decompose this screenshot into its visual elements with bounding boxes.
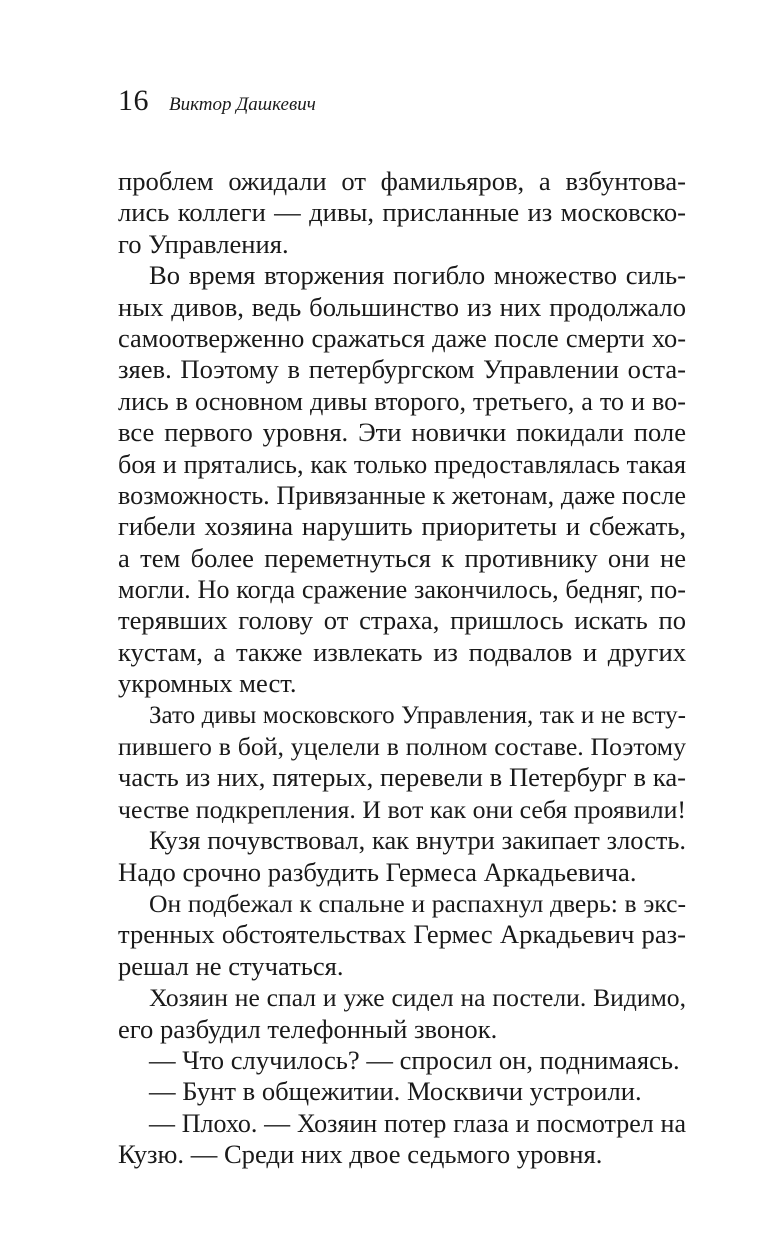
- text-line: возможность. Привязанные к жетонам, даже после: [118, 480, 686, 510]
- dialogue-line: — Что случилось? — спросил он, поднимаясь.: [149, 1044, 680, 1075]
- text-line: пившего в бой, уцелели в полном составе. Поэтому: [118, 732, 686, 762]
- body-text: [118, 166, 686, 1171]
- text-line: Во время вторжения погибло множество силь-: [149, 260, 686, 291]
- text-line: часть из них, пятерых, перевели в Петербург в ка-: [118, 762, 686, 793]
- text-line: Хозяин не спал и уже сидел на постели. Видимо,: [149, 983, 686, 1013]
- text-line: тренных обстоятельствах Гермес Аркадьевич раз-: [118, 919, 686, 950]
- text-line: го Управления.: [118, 228, 289, 259]
- text-line: ных дивов, ведь большинство из них продолжало: [118, 291, 686, 322]
- running-head: [118, 84, 316, 124]
- text-line: решал не стучаться.: [118, 950, 344, 981]
- text-line: укромных мест.: [118, 668, 297, 699]
- text-line: зяев. Поэтому в петербургском Управлении оста-: [118, 354, 686, 385]
- text-line: самоотверженно сражаться даже после смерти хо-: [118, 322, 686, 353]
- text-line: Надо срочно разбудить Гермеса Аркадьевича.: [118, 856, 637, 887]
- text-line: проблем ожидали от фамильяров, а взбунтова-: [118, 166, 686, 196]
- text-line: боя и прятались, как только предоставлялась такая: [118, 449, 686, 479]
- text-line: терявших голову от страха, пришлось искать по: [118, 605, 686, 636]
- text-line: честве подкрепления. И вот как они себя проявили!: [118, 794, 686, 824]
- text-line: могли. Но когда сражение закончилось, бедняг, по-: [118, 575, 686, 605]
- text-line: Он подбежал к спальне и распахнул дверь: в экс-: [149, 888, 686, 918]
- text-line: кустам, а также извлекать из подвалов и других: [118, 636, 686, 667]
- text-line: Кузю. — Среди них двое седьмого уровня.: [118, 1139, 603, 1170]
- text-line: а тем более переметнуться к противнику они не: [118, 542, 686, 573]
- text-line: лись коллеги — дивы, присланные из московско-: [118, 197, 686, 228]
- text-line: его разбудил телефонный звонок.: [118, 1013, 498, 1044]
- text-line: гибели хозяина нарушить приоритеты и сбежать,: [118, 511, 686, 542]
- text-line: лись в основном дивы второго, третьего, а то и во-: [118, 386, 686, 416]
- dialogue-line: — Плохо. — Хозяин потер глаза и посмотрел на: [149, 1108, 686, 1138]
- text-line: все первого уровня. Эти новички покидали поле: [118, 417, 686, 448]
- text-line: Зато дивы московского Управления, так и не всту-: [149, 701, 686, 729]
- text-line: Кузя почувствовал, как внутри закипает злость.: [149, 825, 686, 856]
- dialogue-line: — Бунт в общежитии. Москвичи устроили.: [149, 1076, 642, 1107]
- page-number: 16: [118, 84, 149, 117]
- author-name: Виктор Дашкевич: [169, 94, 316, 115]
